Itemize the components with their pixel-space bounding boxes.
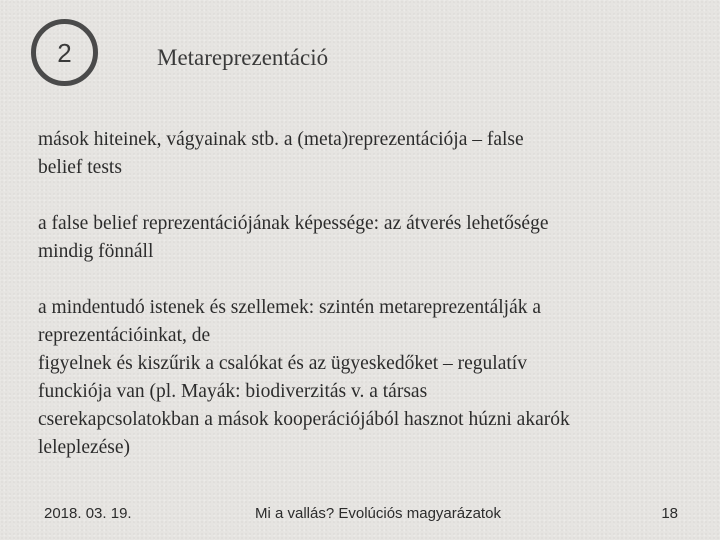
slide-number: 2 <box>57 37 72 68</box>
bullet-line: cserekapcsolatokban a mások kooperációjából hasznot húzni akarók <box>38 409 570 430</box>
bullet-line: a mindentudó istenek és szellemek: szintén metareprezentálják a <box>38 297 542 318</box>
bullet-item <box>38 210 708 266</box>
footer-date: 2018. 03. 19. <box>44 505 132 522</box>
slide-title: Metareprezentáció <box>157 45 329 70</box>
bullet-list <box>38 126 708 462</box>
bullet-line: belief tests <box>38 157 122 178</box>
footer-title: Mi a vallás? Evolúciós magyarázatok <box>255 505 501 522</box>
footer-page-number: 18 <box>661 505 678 522</box>
bullet-line: figyelnek és kiszűrik a csalókat és az ügyeskedőket – regulatív <box>38 353 527 374</box>
bullet-line: mások hiteinek, vágyainak stb. a (meta)reprezentációja – false <box>38 129 524 150</box>
bullet-item <box>38 294 708 462</box>
bullet-item <box>38 126 708 182</box>
bullet-line: reprezentációinkat, de <box>38 325 211 346</box>
bullet-line: funckiója van (pl. Mayák: biodiverzitás v. a társas <box>38 381 428 402</box>
slide-number-badge <box>31 19 98 86</box>
bullet-line: a false belief reprezentációjának képessége: az átverés lehetősége <box>38 213 549 234</box>
bullet-line: mindig fönnáll <box>38 241 154 262</box>
bullet-line: leleplezése) <box>38 437 131 458</box>
